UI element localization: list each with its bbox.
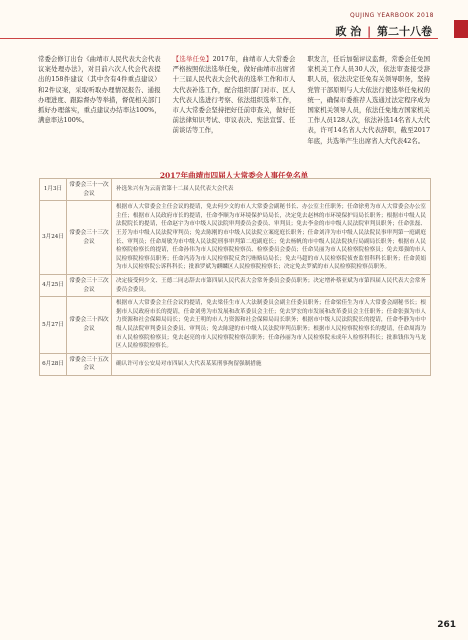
row-session: 常委会三十三次会议	[67, 274, 112, 296]
body-column-3: 职发言，任后加强评议监督，常委会任免国家机关工作人员30人次，依法审查接受辞职人员，依法决定任免有关领导职务，坚持党管干部原则与人大依法行使选举任免权的统一，确保市委推荐人选通过法定程序成为国家机关领导人员，依法任免地方国家机关工作人员128人次，依法补选14名省人大代表，许可14名省人大代表辞职，截至2017年底，共选举产生出席省人大代表42名。	[307, 55, 431, 145]
table-row	[40, 274, 431, 296]
body-column-2	[173, 54, 296, 154]
header-rule	[0, 38, 438, 39]
yearbook-label: QUJING YEARBOOK 2018	[350, 12, 434, 19]
row-content: 根据市人大常委会主任会议的提请，免去何少文的市人大常委会副秘书长、办公室主任职务；任命徐勇为市人大常委会办公室主任；根据市人民政府市长的提请，任命李顺为市环境保护局局长，决定免去赵林的市环境保护局局长职务；根据市中级人民法院院长的提请，任命赵宇为市中级人民法院审判委员会委员、审判员；免去李金的市中级人民法院审判员职务；任命张磊、王芳为市中级人民法院审判员；免去陈刚的市中级人民法院立案庭庭长职务；任命刘洋为市中级人民法院民事审判第一庭副庭长、审判员；任命周敏为市中级人民法院刑事审判第二庭副庭长；免去杨帆的市中级人民法院执行局副局长职务；根据市人民检察院检察长的提请，任命孙伟为市人民检察院检察员、检察委员会委员；任命吴丽为市人民检察院检察员；免去郑强的市人民检察院检察员职务；任命冯涛为市人民检察院反贪污贿赂局局长；免去马超的市人民检察院侦查监督科科长职务；任命黄娟为市人民检察院公诉科科长；批准罗斌为麒麟区人民检察院检察长；决定免去罗斌的市人民检察院检察员职务。	[112, 201, 431, 275]
section-heading: 【选举任免】	[172, 55, 213, 63]
body-column-2-text: 2017年，曲靖市人大常委会严格按照依法选举任免，做好曲靖市出席省十三届人民代表大会代表的选举工作和市人大代表补选工作，配合组织部门对市、区人大代表人选进行考察、依法组织选举工作，市人大常委会坚持把好任前审查关，做好任前法律知识考试、审议表决、宪法宣誓、任前谈话等工作，	[172, 55, 296, 135]
section-title	[335, 23, 432, 39]
row-session: 常委会三十五次会议	[67, 353, 112, 375]
page-number: 261	[437, 620, 456, 630]
page-tab	[454, 20, 468, 38]
row-session: 常委会三十一次会议	[67, 179, 112, 201]
row-content: 根据市人大常委会主任会议的提请，免去梁佳生市人大法制委员会副主任委员职务；任命梁佳生为市人大常委会副秘书长；根据市人民政府市长的提请，任命刘勇为市发展和改革委员会主任；免去罗宏的市发展和改革委员会主任职务；任命张强为市人力资源和社会保障局局长；免去王明的市人力资源和社会保障局局长职务；根据市中级人民法院院长的提请，任命李静为市中级人民法院审判委员会委员、审判员；免去陈建的市中级人民法院审判员职务；根据市人民检察院检察长的提请，任命周海为市人民检察院检察员；免去赵亮的市人民检察院检察员职务；任命孙丽为市人民检察院未成年人检察科科长；批准钱伟为马龙区人民检察院检察长。	[112, 297, 431, 354]
row-content: 决定接受何少文、王德二同志辞去市第四届人民代表大会常务委员会委员职务；决定增补蔡亚斌为市第四届人民代表大会常务委员会委员。	[112, 274, 431, 296]
row-date: 6月28日	[40, 353, 67, 375]
section-name: 政 治	[335, 25, 362, 38]
row-date: 1月3日	[40, 179, 67, 201]
body-text	[38, 54, 430, 154]
table-title: 2017年曲靖市四届人大常委会人事任免名单	[159, 171, 309, 180]
appointment-table	[39, 178, 431, 376]
row-date: 4月25日	[40, 274, 67, 296]
body-column-1: 常委会修订出台《曲靖市人民代表大会代表议案处理办法》，对目前六次人代会代表提出的158件建议（其中含有4件重点建议）和2件议案，采取听取办理情况报告、通报办理进度、跟踪督办等举措，督促相关部门抓好办理落实，重点建议办结率达100%，满意率达100%。	[38, 55, 161, 125]
part-label: 第二十八卷	[377, 25, 432, 38]
row-date: 3月24日	[40, 201, 67, 275]
page-header	[0, 0, 468, 48]
row-date: 5月27日	[40, 297, 67, 354]
table-row	[40, 179, 431, 201]
row-content: 补选朱兴有为云南省第十二届人民代表大会代表	[112, 179, 431, 201]
row-content: 确认许可市公安局对市四届人大代表某某刑事拘留强制措施	[112, 353, 431, 375]
row-session: 常委会三十三次会议	[67, 201, 112, 275]
row-session: 常委会三十四次会议	[67, 297, 112, 354]
title-separator: |	[367, 25, 372, 38]
table-row	[40, 353, 431, 375]
table-row	[40, 297, 431, 354]
table-row	[40, 201, 431, 275]
